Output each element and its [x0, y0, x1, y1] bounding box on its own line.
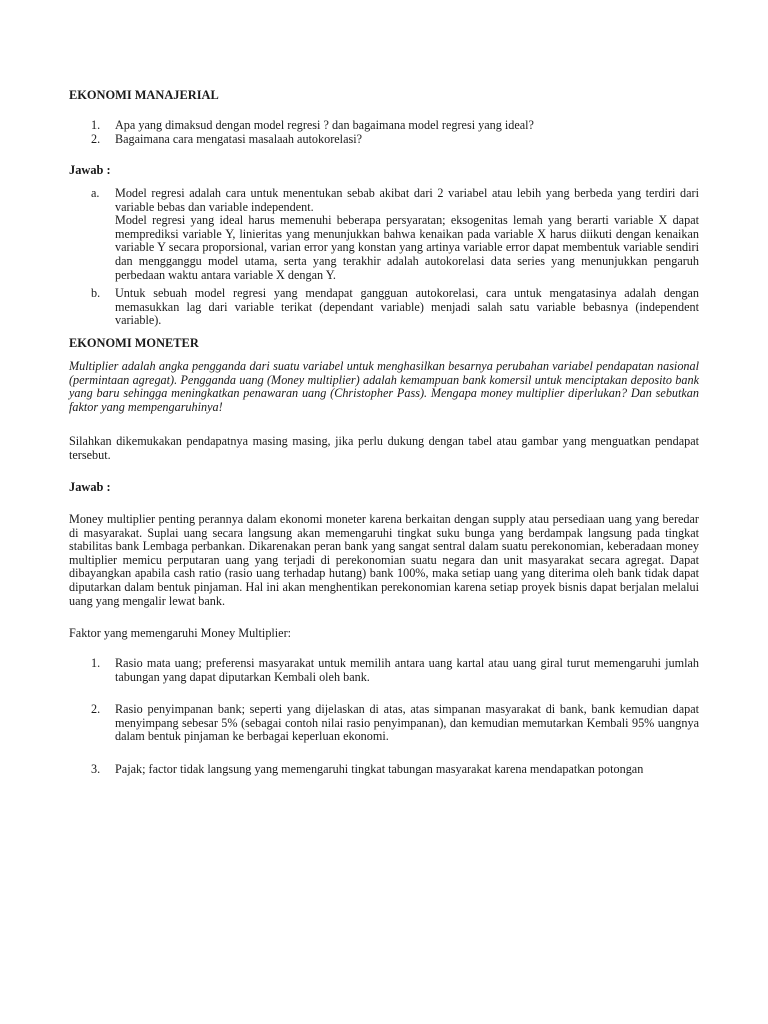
factors-heading: Faktor yang memengaruhi Money Multiplier:: [69, 626, 292, 640]
question-text: Apa yang dimaksud dengan model regresi ? dan bagaimana model regresi yang ideal?: [115, 118, 534, 132]
answer-letter: a.: [91, 186, 100, 200]
answer-paragraph: Model regresi yang ideal harus memenuhi beberapa persyaratan; eksogenitas lemah yang berarti variable X dapat memprediksi variable Y, linieritas yang menunjukkan bahwa kenaikan pada variable X harus diikuti dengan kenaikan variable Y secara proporsional, varian error yang konstan yang artinya variable error dapat membentuk variable sendiri dan mengganggu model utama, serta yang terakhir adalah autokorelasi data series yang menunjukkan pengaruh perbedaan waktu antara variable X dengan Y.: [115, 213, 699, 282]
answer-label: Jawab :: [69, 163, 111, 177]
answer-paragraph: Untuk sebuah model regresi yang mendapat gangguan autokorelasi, cara untuk mengatasinya adalah dengan memasukkan lag dari variable terikat (dependant variable) menjadi salah satu variable bebasnya (independent variable).: [115, 286, 699, 328]
answer-text: [115, 287, 699, 328]
answer-letter: b.: [91, 286, 101, 300]
factor-text: Pajak; factor tidak langsung yang memengaruhi tingkat tabungan masyarakat karena mendapatkan potongan: [115, 762, 644, 776]
moneter-instruction: Silahkan dikemukakan pendapatnya masing masing, jika perlu dukung dengan tabel atau gambar yang menguatkan pendapat tersebut.: [69, 434, 699, 462]
question-number: 1.: [91, 118, 101, 132]
factor-text: Rasio penyimpanan bank; seperti yang dijelaskan di atas, atas simpanan masyarakat di bank, bank kemudian dapat menyimpang sebesar 5% (sebagai contoh nilai rasio penyimpanan), dan kemudian memutarkan Kembali 95% uangnya dalam bentuk pinjaman ke berbagai keperluan ekonomi.: [115, 702, 699, 744]
answer-text: [115, 187, 699, 282]
factor-number: 2.: [91, 702, 101, 716]
moneter-answer-paragraph: Money multiplier penting perannya dalam ekonomi moneter karena berkaitan dengan supply atau persediaan uang yang beredar di masyarakat. Suplai uang secara langsung akan memengaruhi tingkat suku bunga yang berdampak langsung pada tingkat stabilitas bank Lembaga perbankan. Dikarenakan peran bank yang sangat sentral dalam suatu perekonomian, keberadaan money multiplier memicu perputaran uang yang terjadi di perekonomian suatu negara dan unit masyarakat secara agregat. Dapat dibayangkan apabila cash ratio (rasio uang terhadap hutang) bank 100%, maka setiap uang yang diterima oleh bank tidak dapat diputarkan dalam bentuk pinjaman. Hal ini akan menghentikan perekonomian karena setiap proyek bisnis dapat berjalan melalui uang yang mengalir lewat bank.: [69, 512, 699, 608]
factor-number: 1.: [91, 656, 101, 670]
factor-text: Rasio mata uang; preferensi masyarakat untuk memilih antara uang kartal atau uang giral turut memengaruhi jumlah tabungan yang dapat diputarkan Kembali oleh bank.: [115, 656, 699, 684]
section-title-ekonomi-moneter: EKONOMI MONETER: [69, 336, 199, 350]
question-text: Bagaimana cara mengatasi masalaah autokorelasi?: [115, 132, 363, 146]
moneter-intro: Multiplier adalah angka pengganda dari suatu variabel untuk menghasilkan besarnya perubahan variabel pendapatan nasional (permintaan agregat). Pengganda uang (Money multiplier) adalah kemampuan bank komersil untuk menciptakan deposito bank yang baru sehingga meningkatkan penawaran uang (Christopher Pass). Mengapa money multiplier diperlukan? Dan sebutkan faktor yang mempengaruhinya!: [69, 359, 699, 414]
answer-label: Jawab :: [69, 480, 111, 494]
answer-paragraph: Model regresi adalah cara untuk menentukan sebab akibat dari 2 variabel atau lebih yang berbeda yang terdiri dari variable bebas dan variable independent.: [115, 186, 699, 214]
section-title-ekonomi-manajerial: EKONOMI MANAJERIAL: [69, 88, 219, 102]
factor-number: 3.: [91, 762, 101, 776]
question-number: 2.: [91, 132, 101, 146]
